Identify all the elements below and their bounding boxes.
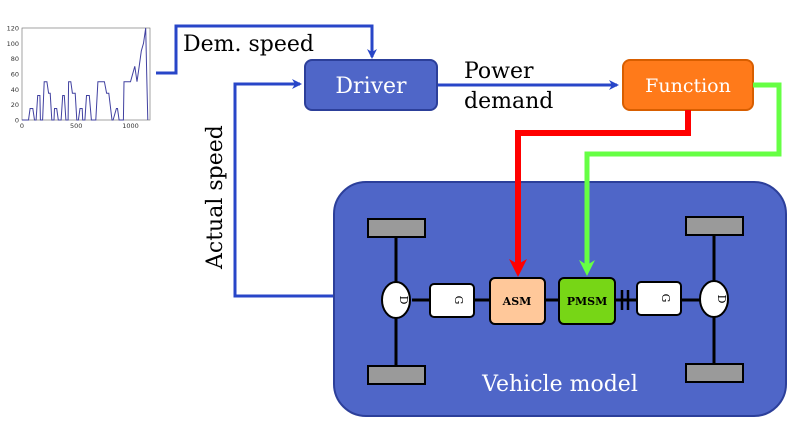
left-gearbox-label: G [452,295,465,305]
pmsm-label: PMSM [566,295,608,308]
speed-profile-y-tick: 40 [10,85,19,94]
speed-profile-y-tick: 80 [10,55,19,64]
left-top-wheel [368,219,425,237]
right-gearbox-label: G [659,293,672,303]
function-label: Function [645,75,731,97]
speed-profile-y-tick: 120 [6,24,19,33]
left-differential [382,282,410,318]
demand-label: demand [464,89,554,114]
function-block [623,60,753,110]
speed-profile-y-tick: 100 [6,39,19,48]
speed-profile-ticks [7,25,139,131]
right-bottom-wheel [686,364,743,382]
speed-profile-chart [7,25,150,131]
driver-block [305,60,437,110]
asm-motor [490,278,545,324]
power-label: Power [464,59,534,84]
right-differential-label: D [715,294,728,304]
speed-profile-x-tick: 1000 [122,122,139,130]
pmsm-motor [559,278,615,324]
left-gearbox [430,284,474,317]
right-differential [700,281,728,317]
right-top-wheel [686,217,743,235]
left-differential-label: D [397,295,410,305]
asm-label: ASM [502,295,532,308]
speed-profile-y-tick: 60 [10,70,19,79]
dem-speed-label: Dem. speed [183,32,315,57]
speed-profile-x-tick: 0 [19,122,25,130]
left-bottom-wheel [368,366,425,384]
speed-profile-x-tick: 500 [70,122,83,130]
speed-profile-y-tick: 0 [14,116,19,125]
right-gearbox [637,282,681,315]
driver-label: Driver [335,74,407,99]
vehicle-model-label: Vehicle model [482,372,638,397]
actual-speed-arrow [235,84,334,296]
actual-speed-label: Actual speed [203,125,228,269]
speed-profile-line [22,28,148,120]
speed-profile-y-tick: 20 [10,101,19,110]
